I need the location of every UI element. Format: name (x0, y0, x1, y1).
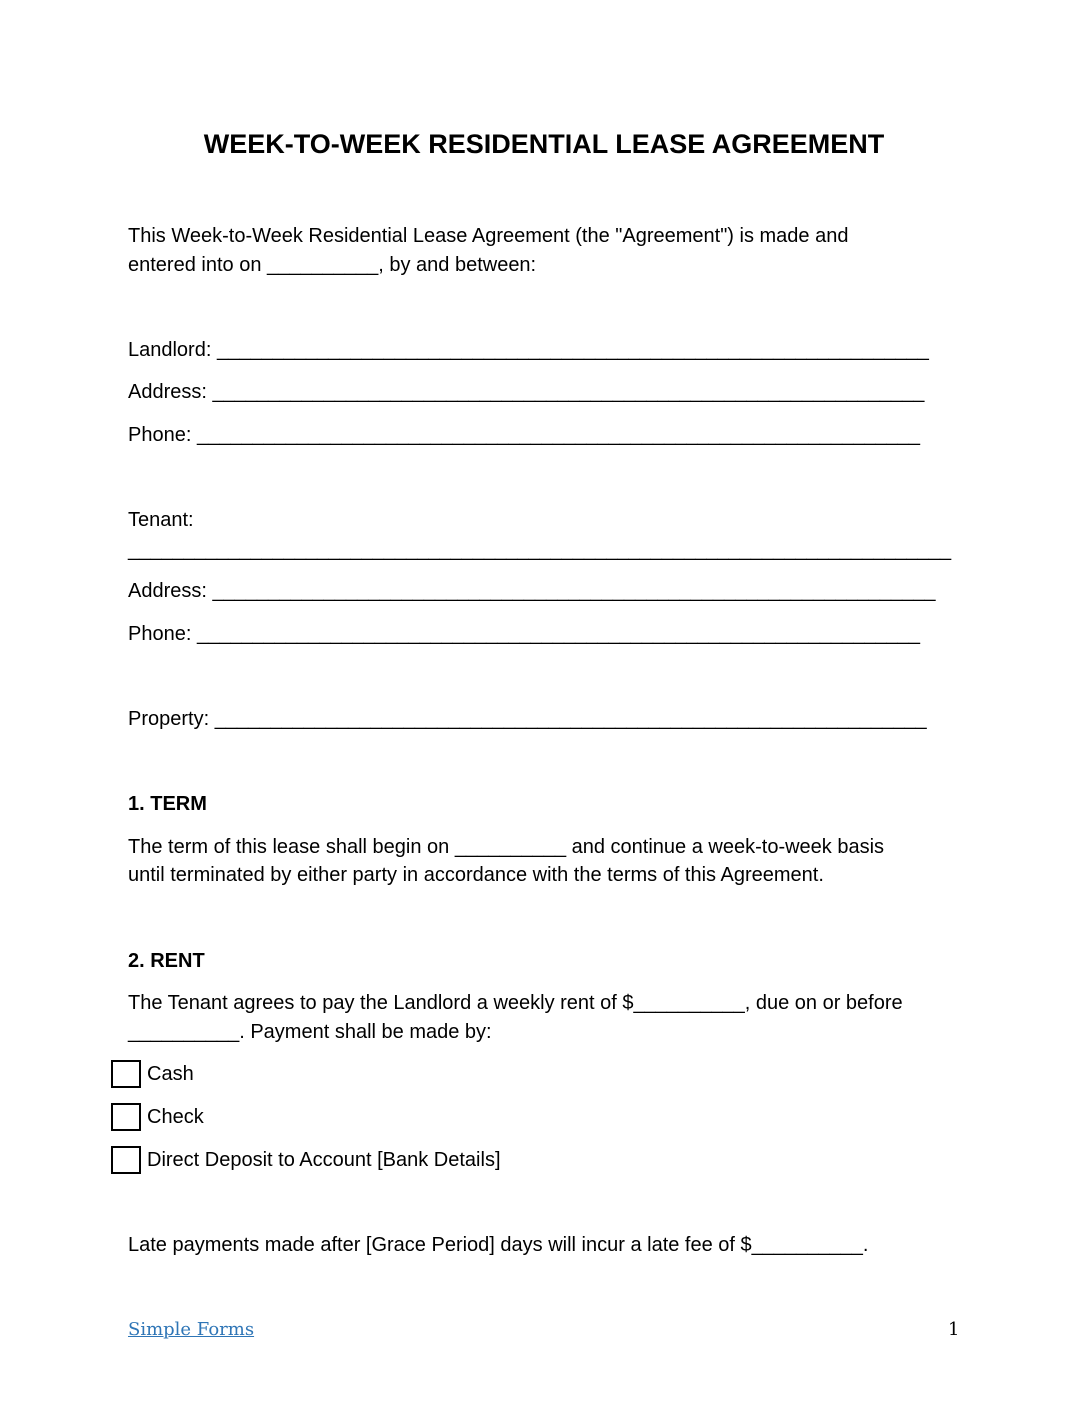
page-number: 1 (948, 1319, 960, 1340)
term-line-2: until terminated by either party in accordance with the terms of this Agreement. (128, 864, 824, 886)
intro-line-2: entered into on __________, by and between: (128, 254, 537, 276)
rent-heading: 2. RENT (128, 950, 205, 972)
term-line-1: The term of this lease shall begin on __________ and continue a week-to-week basis (128, 836, 885, 858)
tenant-name-field[interactable]: __________________________________________________________________________ (128, 539, 952, 561)
landlord-phone-field[interactable]: Phone: _________________________________________________________________ (128, 424, 920, 446)
tenant-phone-field[interactable]: Phone: _________________________________________________________________ (128, 623, 920, 645)
direct-deposit-checkbox[interactable] (111, 1146, 141, 1174)
tenant-label: Tenant: (128, 509, 194, 531)
property-field[interactable]: Property: ________________________________________________________________ (128, 708, 927, 730)
check-checkbox[interactable] (111, 1103, 141, 1131)
rent-line-2: __________. Payment shall be made by: (128, 1021, 492, 1043)
late-fee-line: Late payments made after [Grace Period] days will incur a late fee of $__________. (128, 1234, 869, 1256)
cash-option-label: Cash (147, 1063, 194, 1085)
cash-checkbox[interactable] (111, 1060, 141, 1088)
rent-line-1: The Tenant agrees to pay the Landlord a weekly rent of $__________, due on or before (128, 992, 903, 1014)
tenant-address-field[interactable]: Address: _________________________________________________________________ (128, 580, 936, 602)
direct-deposit-option-label: Direct Deposit to Account [Bank Details] (147, 1149, 501, 1171)
landlord-name-field[interactable]: Landlord: ________________________________________________________________ (128, 339, 929, 361)
simple-forms-link[interactable]: Simple Forms (128, 1319, 255, 1340)
landlord-address-field[interactable]: Address: ________________________________________________________________ (128, 381, 925, 403)
term-heading: 1. TERM (128, 793, 207, 815)
intro-line-1: This Week-to-Week Residential Lease Agreement (the "Agreement") is made and (128, 225, 849, 247)
document-title: WEEK-TO-WEEK RESIDENTIAL LEASE AGREEMENT (203, 129, 885, 159)
check-option-label: Check (147, 1106, 204, 1128)
